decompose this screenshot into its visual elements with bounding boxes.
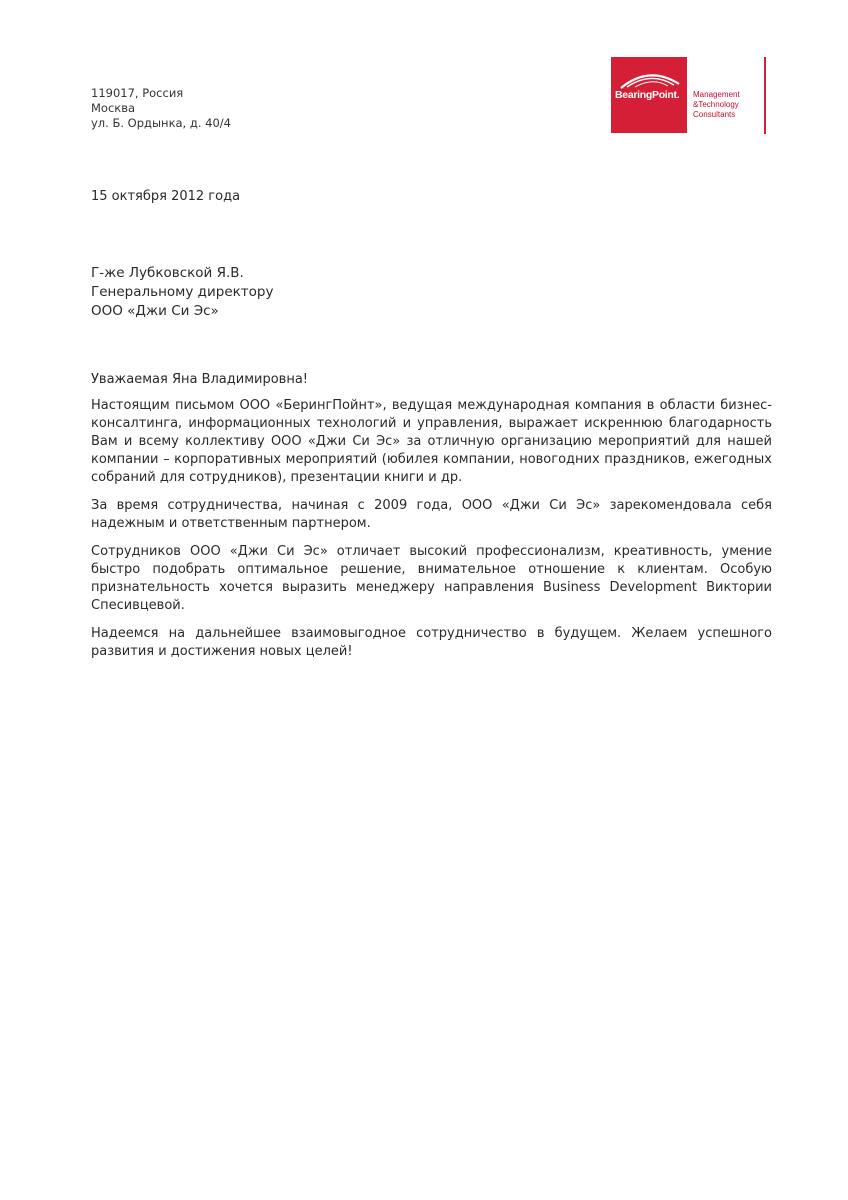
body-paragraph: Настоящим письмом ООО «БерингПойнт», ведущая международная компания в области бизнес-консалтинга, информационных технологий и управления, выражает искреннюю благодарность Вам и всему коллективу ООО «Джи Си Эс» за отличную организацию мероприятий для нашей компании – корпоративных мероприятий (юбилея компании, новогодних праздников, ежегодных собраний для сотрудников), презентации книги и др. (91, 398, 772, 485)
recipient-line: Г-же Лубковской Я.В. (91, 265, 244, 281)
logo-tagline (693, 90, 740, 120)
body-paragraph: Надеемся на дальнейшее взаимовыгодное сотрудничество в будущем. Желаем успешного развития и достижения новых целей! (91, 626, 772, 659)
address-line: ул. Б. Ордынка, д. 40/4 (91, 116, 231, 130)
tagline-line: Consultants (693, 110, 736, 119)
recipient-line: Генеральному директору (91, 284, 274, 300)
logo-wordmark: BearingPoint. (615, 89, 680, 101)
recipient-block (91, 264, 273, 321)
tagline-line: &Technology (693, 100, 739, 109)
address-line: 119017, Россия (91, 86, 184, 100)
recipient-line: ООО «Джи Си Эс» (91, 303, 219, 319)
header-divider (764, 57, 766, 134)
tagline-line: Management (693, 90, 740, 99)
letter-body (91, 397, 772, 671)
salutation: Уважаемая Яна Владимировна! (91, 372, 309, 387)
letter-date: 15 октября 2012 года (91, 189, 241, 204)
sender-address (91, 86, 231, 131)
body-paragraph: За время сотрудничества, начиная с 2009 года, ООО «Джи Си Эс» зарекомендовала себя надежным и ответственным партнером. (91, 498, 772, 531)
body-paragraph: Сотрудников ООО «Джи Си Эс» отличает высокий профессионализм, креативность, умение быстро подобрать оптимальное решение, внимательное отношение к клиентам. Особую признательность хочется выразить менеджеру направления Business Development Виктории Спесивцевой. (91, 544, 772, 613)
bearingpoint-logo (611, 57, 687, 133)
address-line: Москва (91, 101, 136, 115)
